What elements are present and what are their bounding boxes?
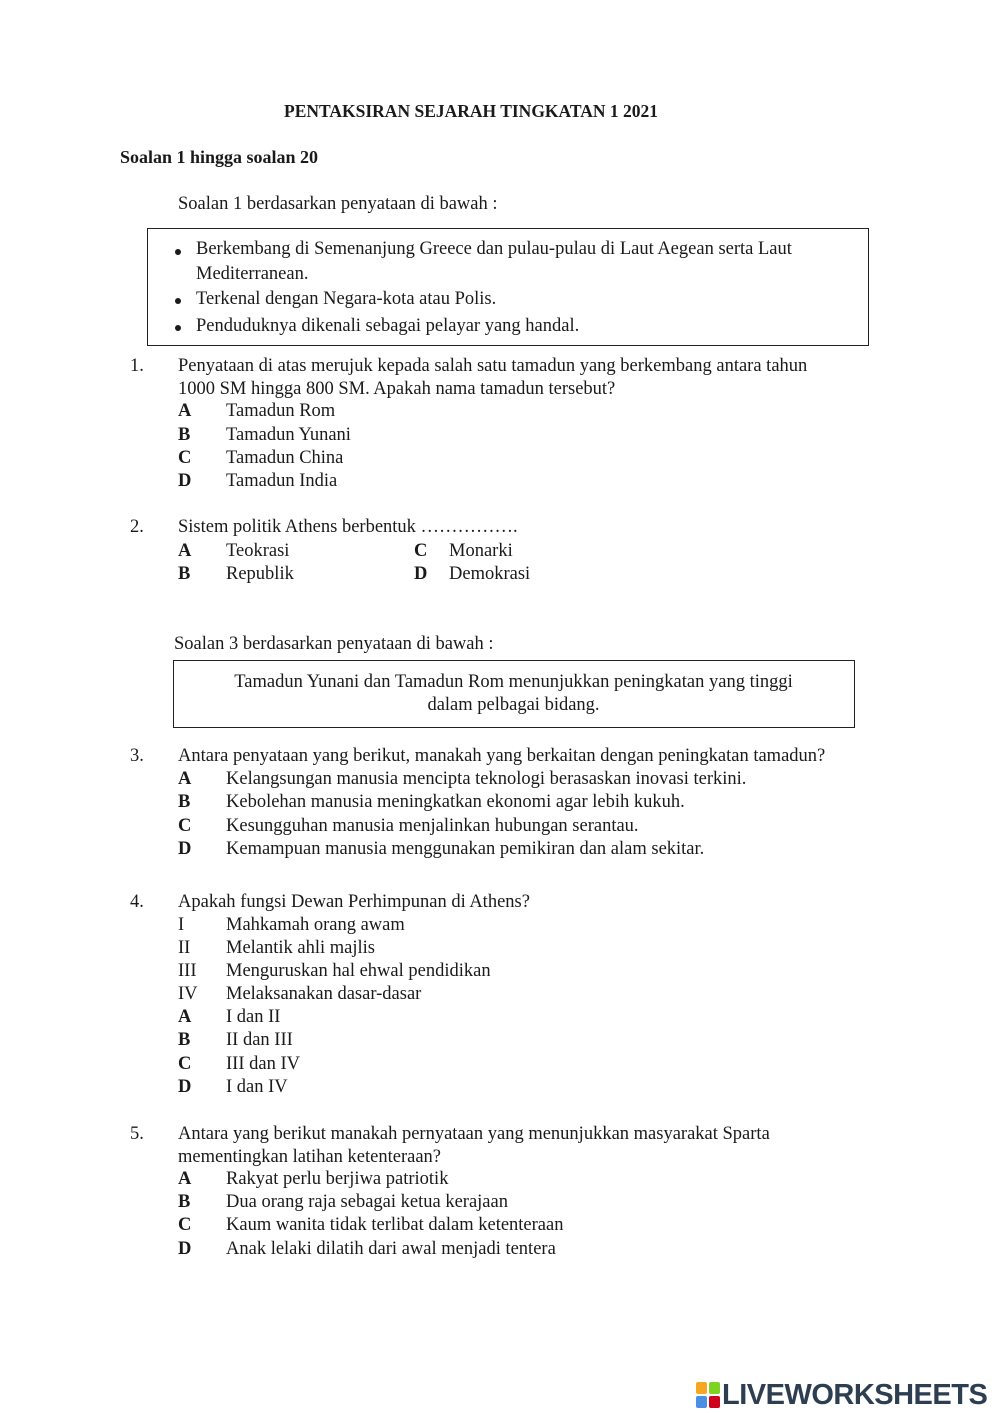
option-text[interactable]: I dan II — [226, 1007, 281, 1027]
option-letter: A — [178, 769, 192, 789]
option-text[interactable]: Monarki — [449, 541, 513, 561]
option-letter: B — [178, 564, 191, 584]
stimulus-1-bullet-3: Penduduknya dikenali sebagai pelayar yang handal. — [196, 316, 580, 336]
stimulus-1-intro: Soalan 1 berdasarkan penyataan di bawah : — [178, 194, 498, 214]
bullet-icon — [175, 325, 181, 331]
statement-text: Melaksanakan dasar-dasar — [226, 984, 422, 1004]
stimulus-1-bullet-1: Berkembang di Semenanjung Greece dan pulau-pulau di Laut Aegean serta Laut — [196, 239, 792, 259]
question-3-number: 3. — [130, 746, 144, 766]
question-5-number: 5. — [130, 1124, 144, 1144]
stimulus-3-line-1: Tamadun Yunani dan Tamadun Rom menunjukkan peningkatan yang tinggi — [234, 672, 793, 692]
question-3-text: Antara penyataan yang berikut, manakah yang berkaitan dengan peningkatan tamadun? — [178, 746, 826, 766]
logo-square — [696, 1396, 707, 1408]
question-5-text: Antara yang berikut manakah pernyataan yang menunjukkan masyarakat Sparta — [178, 1124, 770, 1144]
option-text[interactable]: Tamadun Yunani — [226, 425, 351, 445]
stimulus-3-intro: Soalan 3 berdasarkan penyataan di bawah : — [174, 634, 494, 654]
stimulus-1-bullet-1-cont: Mediterranean. — [196, 264, 309, 284]
statement-numeral: I — [178, 915, 185, 935]
option-letter: C — [178, 448, 192, 468]
liveworksheets-wordmark: LIVEWORKSHEETS — [722, 1379, 988, 1411]
option-text[interactable]: III dan IV — [226, 1054, 300, 1074]
option-letter: C — [414, 541, 428, 561]
question-2-number: 2. — [130, 517, 144, 537]
page-title: PENTAKSIRAN SEJARAH TINGKATAN 1 2021 — [284, 101, 659, 121]
liveworksheets-logo-icon — [696, 1382, 720, 1408]
option-text[interactable]: Anak lelaki dilatih dari awal menjadi tentera — [226, 1239, 556, 1259]
option-letter: D — [178, 1077, 192, 1097]
option-letter: C — [178, 816, 192, 836]
option-letter: D — [178, 839, 192, 859]
logo-square — [709, 1382, 720, 1394]
logo-square — [696, 1382, 707, 1394]
option-letter: B — [178, 792, 191, 812]
stimulus-1-box — [147, 228, 869, 346]
stimulus-3-box — [173, 660, 855, 728]
option-letter: A — [178, 401, 192, 421]
statement-numeral: II — [178, 938, 191, 958]
option-text[interactable]: Demokrasi — [449, 564, 531, 584]
option-text[interactable]: Tamadun China — [226, 448, 344, 468]
option-letter: B — [178, 1192, 191, 1212]
question-2-text: Sistem politik Athens berbentuk ……………. — [178, 517, 518, 537]
option-text[interactable]: Tamadun Rom — [226, 401, 336, 421]
option-text[interactable]: Teokrasi — [226, 541, 290, 561]
option-letter: A — [178, 1169, 192, 1189]
liveworksheets-logo[interactable] — [696, 1378, 987, 1412]
option-text[interactable]: Republik — [226, 564, 294, 584]
option-letter: A — [178, 541, 192, 561]
option-text[interactable]: Kaum wanita tidak terlibat dalam ketenteraan — [226, 1215, 564, 1235]
statement-text: Menguruskan hal ehwal pendidikan — [226, 961, 491, 981]
option-text[interactable]: I dan IV — [226, 1077, 288, 1097]
question-1-text-cont: 1000 SM hingga 800 SM. Apakah nama tamadun tersebut? — [178, 379, 616, 399]
section-heading: Soalan 1 hingga soalan 20 — [120, 147, 319, 167]
question-4-number: 4. — [130, 892, 144, 912]
statement-text: Mahkamah orang awam — [226, 915, 405, 935]
question-5-text-cont: mementingkan latihan ketenteraan? — [178, 1147, 441, 1167]
option-text[interactable]: Kesungguhan manusia menjalinkan hubungan serantau. — [226, 816, 639, 836]
question-1-number: 1. — [130, 356, 144, 376]
statement-numeral: IV — [178, 984, 198, 1004]
option-text[interactable]: Kelangsungan manusia mencipta teknologi berasaskan inovasi terkini. — [226, 769, 747, 789]
option-letter: D — [414, 564, 428, 584]
option-text[interactable]: II dan III — [226, 1030, 293, 1050]
option-letter: D — [178, 1239, 192, 1259]
option-letter: B — [178, 1030, 191, 1050]
stimulus-3-line-2: dalam pelbagai bidang. — [427, 695, 600, 715]
option-letter: B — [178, 425, 191, 445]
option-letter: A — [178, 1007, 192, 1027]
option-text[interactable]: Kemampuan manusia menggunakan pemikiran dan alam sekitar. — [226, 839, 705, 859]
bullet-icon — [175, 249, 181, 255]
stimulus-1-bullet-2: Terkenal dengan Negara-kota atau Polis. — [196, 289, 497, 309]
option-text[interactable]: Rakyat perlu berjiwa patriotik — [226, 1169, 449, 1189]
statement-numeral: III — [178, 961, 197, 981]
option-letter: C — [178, 1215, 192, 1235]
option-text[interactable]: Dua orang raja sebagai ketua kerajaan — [226, 1192, 508, 1212]
question-4-text: Apakah fungsi Dewan Perhimpunan di Athens? — [178, 892, 530, 912]
option-text[interactable]: Kebolehan manusia meningkatkan ekonomi agar lebih kukuh. — [226, 792, 685, 812]
option-letter: D — [178, 471, 192, 491]
question-1-text: Penyataan di atas merujuk kepada salah satu tamadun yang berkembang antara tahun — [178, 356, 808, 376]
bullet-icon — [175, 298, 181, 304]
option-text[interactable]: Tamadun India — [226, 471, 338, 491]
statement-text: Melantik ahli majlis — [226, 938, 376, 958]
option-letter: C — [178, 1054, 192, 1074]
logo-square — [709, 1396, 720, 1408]
